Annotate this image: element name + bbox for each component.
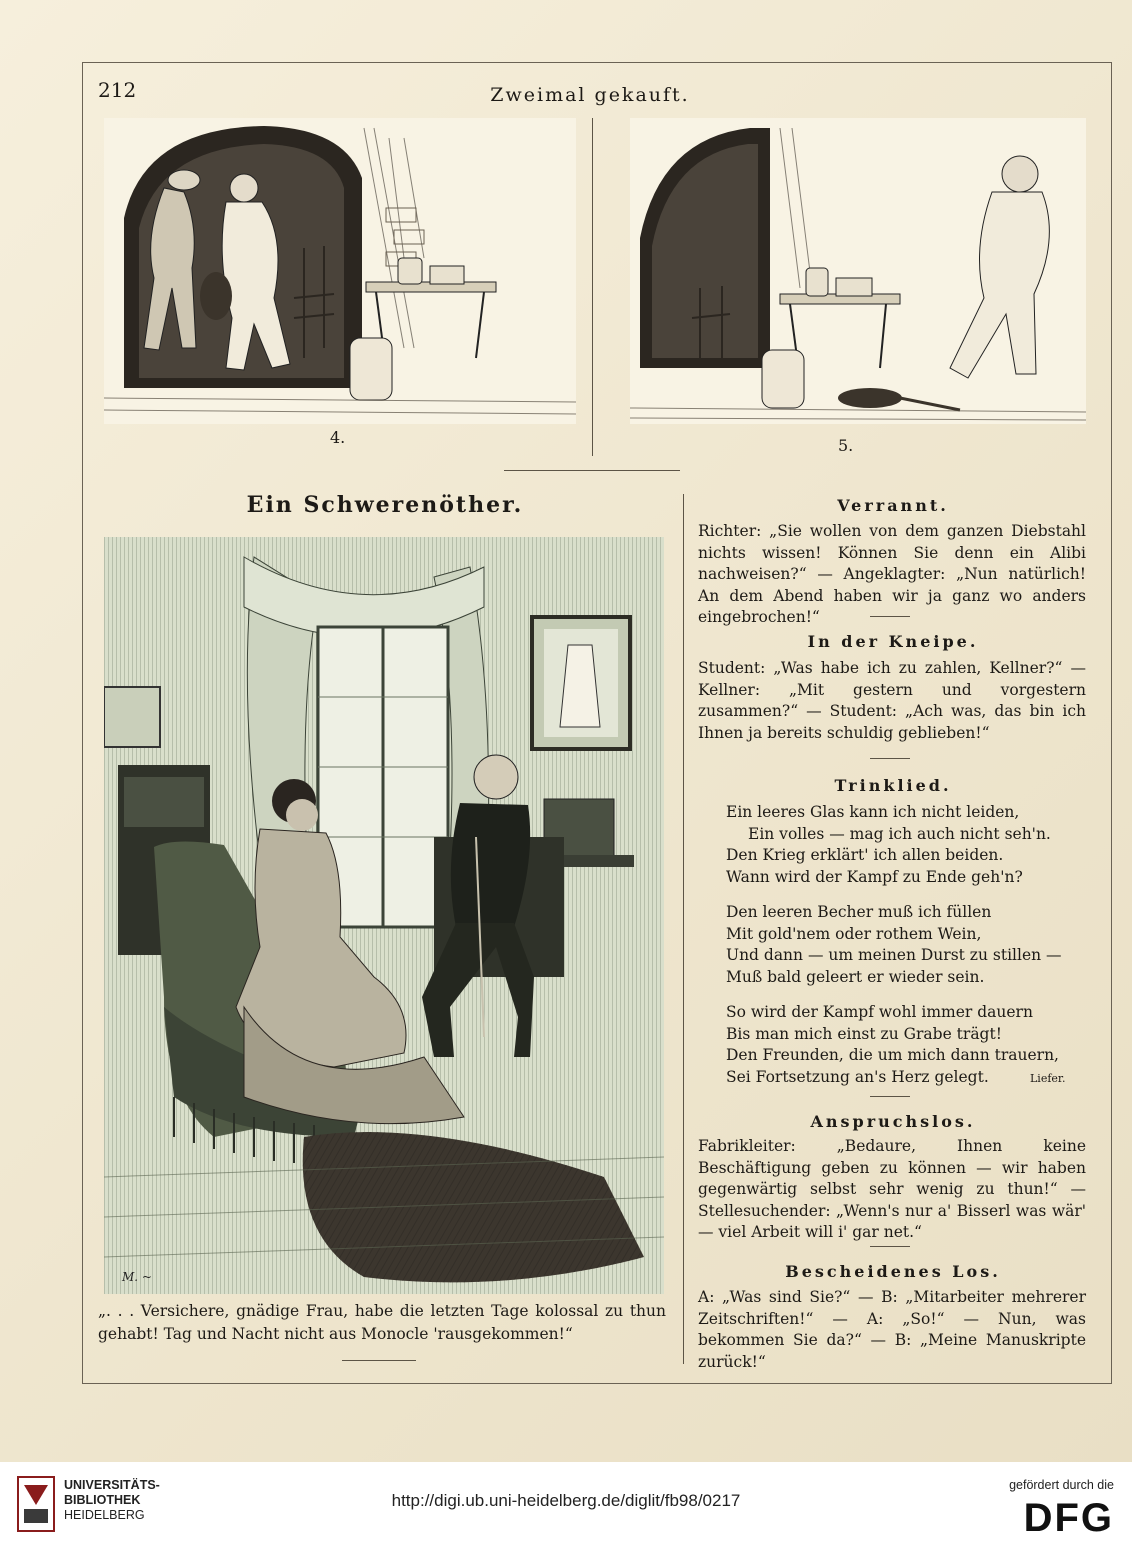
poem-line: Muß bald geleert er wieder sein.: [726, 967, 985, 986]
poem-line: Ein leeres Glas kann ich nicht leiden,: [726, 803, 1020, 821]
panel-5-drawing: [630, 118, 1086, 424]
rule-1: [870, 616, 910, 617]
bescheidenes-title: Bescheidenes Los.: [785, 1262, 1001, 1281]
poem-author: Liefer.: [1030, 1072, 1066, 1085]
kneipe-title: In der Kneipe.: [807, 632, 979, 651]
story-end-rule: [342, 1360, 416, 1361]
kneipe-text: Student: „Was habe ich zu zahlen, Kellner?“ — Kellner: „Mit gestern und vorgestern zusammen?“ — Student: „Ach was, das bin ich Ihnen ja bereits schuldig geblieben!“: [698, 659, 1086, 742]
column-divider: [683, 494, 684, 1364]
poem-line: Und dann — um meinen Durst zu stillen —: [726, 946, 1062, 964]
section-divider: [504, 470, 680, 471]
rule-3: [870, 1096, 910, 1097]
story-title: Ein Schwerenöther.: [246, 492, 524, 518]
illustration-panel-5: [630, 118, 1086, 424]
poem-line: So wird der Kampf wohl immer dauern: [726, 1003, 1033, 1021]
library-name-line-3: HEIDELBERG: [64, 1508, 145, 1522]
poem-stanza-2: [726, 902, 1086, 988]
poem-line: Den Freunden, die um mich dann trauern,: [726, 1046, 1059, 1064]
anspruchslos-text: Fabrikleiter: „Bedaure, Ihnen keine Beschäftigung geben zu können — wir haben gegenwärtig selbst sehr wenig zu thun!“ — Stellesuchender: „Wenn's nur a' Bisserl was wär' — viel Arbeit will i' gar net.“: [698, 1137, 1086, 1241]
verrannt-text: Richter: „Sie wollen von dem ganzen Diebstahl nichts wissen! Können Sie denn ein Alibi nachweisen?“ — Angeklagter: „Nun natürlich! An dem Abend haben wir ja ganz wo anders eingebrochen!“: [698, 522, 1086, 626]
library-name-line-2: BIBLIOTHEK: [64, 1493, 141, 1507]
svg-text:M. ~: M. ~: [122, 1270, 152, 1284]
trinklied-title: Trinklied.: [834, 776, 952, 795]
poem-line: Den Krieg erklärt' ich allen beiden.: [726, 846, 1004, 864]
poem-line: Sei Fortsetzung an's Herz gelegt.: [726, 1067, 989, 1086]
permalink-url[interactable]: http://digi.ub.uni-heidelberg.de/diglit/fb98/0217: [391, 1491, 741, 1510]
sponsor-note: gefördert durch die: [1009, 1478, 1114, 1492]
poem-line: Bis man mich einst zu Grabe trägt!: [726, 1024, 1002, 1043]
poem-line: Mit gold'nem oder rothem Wein,: [726, 924, 982, 943]
poem-line: Wann wird der Kampf zu Ende geh'n?: [726, 867, 1023, 886]
rule-4: [870, 1246, 910, 1247]
running-title: Zweimal gekauft.: [490, 84, 690, 106]
illustration-main: [104, 537, 664, 1294]
digitization-footer: [0, 1462, 1132, 1547]
dfg-logo: DFG: [1023, 1496, 1114, 1540]
poem-line: Den leeren Becher muß ich füllen: [726, 903, 992, 921]
panel-4-drawing: [104, 118, 576, 424]
panel-4-label: 4.: [330, 428, 346, 447]
page-number: 212: [98, 78, 137, 102]
bescheidenes-text: A: „Was sind Sie?“ — B: „Mitarbeiter mehrerer Zeitschriften!“ — A: „So!“ — Nun, was bekommen Sie da?“ — B: „Meine Manuskripte zurück!“: [698, 1288, 1086, 1371]
anspruchslos-title: Anspruchslos.: [810, 1112, 976, 1131]
poem-stanza-1: [726, 802, 1086, 888]
trinklied-poem: [726, 802, 1086, 1088]
rule-2: [870, 758, 910, 759]
panel-5-label: 5.: [838, 436, 854, 455]
story-caption: „. . . Versichere, gnädige Frau, habe die letzten Tage kolossal zu thun gehabt! Tag und Nacht nicht aus Monocle 'rausgekommen!“: [98, 1302, 666, 1343]
panel-divider: [592, 118, 593, 456]
library-name-line-1: UNIVERSITÄTS-: [64, 1478, 160, 1492]
parlor-scene-drawing: [104, 537, 664, 1294]
illustration-panel-4: [104, 118, 576, 424]
verrannt-title: Verrannt.: [837, 496, 949, 515]
poem-line: Ein volles — mag ich auch nicht seh'n.: [748, 824, 1051, 843]
